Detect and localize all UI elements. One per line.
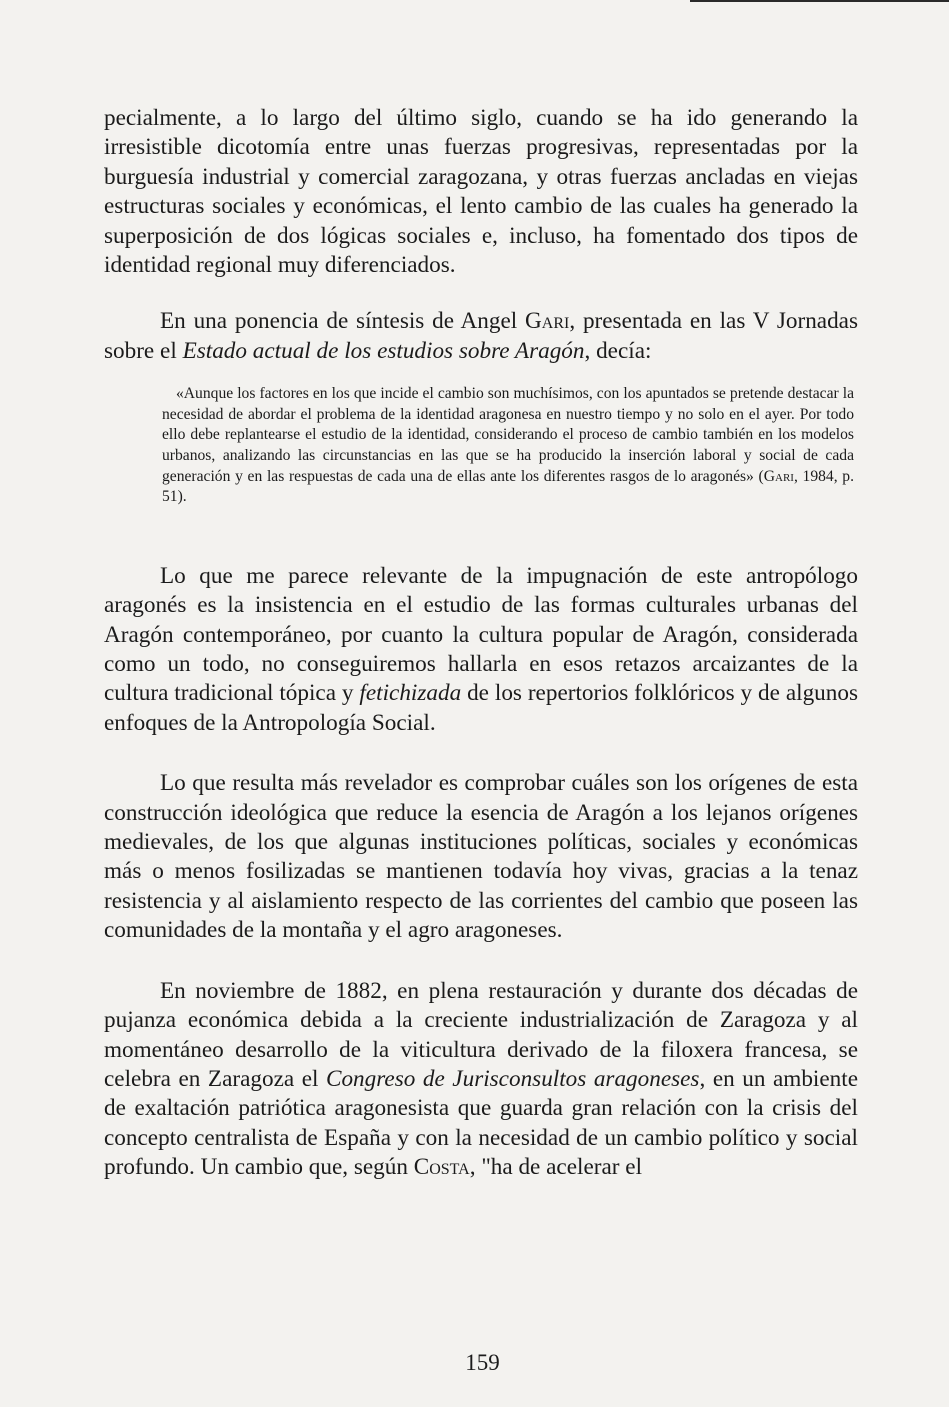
author-name: Costa: [413, 1154, 470, 1181]
paragraph-text: En noviembre de 1882, en plena restauración y durante dos décadas de pujanza económica debida a la creciente industrialización de Zaragoza y al momentáneo desarrollo de la viticultura derivado de la filoxera francesa, se celebra en Zaragoza el: [104, 977, 858, 1092]
paragraph-text: , en un ambiente de exaltación patriótica aragonesista que guarda gran relación con la crisis del concepto centralista de España y con la necesidad de un cambio político y social profundo. Un cambio que, según: [104, 1065, 858, 1181]
paragraph-text: Lo que me parece relevante de la impugnación de este antropólogo aragonés es la insistencia en el estudio de las formas culturales urbanas del Aragón contemporáneo, por cuanto la cultura popular de Aragón, considerada como un todo, no conseguiremos hallarla en esos retazos arcaizantes de la cultura tradicional tópica y: [104, 562, 858, 707]
page-body: [104, 104, 858, 1183]
block-quote: [162, 384, 854, 508]
paragraph-origenes: [104, 769, 858, 945]
paragraph-text: , presentada en las V Jornadas sobre el: [104, 308, 858, 364]
paragraph-text: En una ponencia de síntesis de Angel: [160, 308, 526, 335]
paragraph-text: , decía:: [584, 337, 652, 364]
paragraph-congreso: [104, 977, 858, 1183]
top-edge-rule: [690, 0, 949, 2]
quote-citation: , 1984, p. 51).: [162, 467, 854, 506]
quote-text: [162, 384, 854, 508]
quote-author: Gari: [763, 467, 794, 485]
work-title: Estado actual de los estudios sobre Aragón: [182, 337, 585, 364]
paragraph-text: Lo que resulta más revelador es comprobar cuáles son los orígenes de esta construcción ideológica que reduce la esencia de Aragón a los lejanos orígenes medievales, de los que algunas instituciones políticas, sociales y económicas más o menos fosilizadas se mantienen todavía hoy vivas, gracias a la tenaz resistencia y al aislamiento respecto de las corrientes del cambio que poseen las comunidades de la montaña y el agro aragoneses.: [104, 770, 858, 944]
page-number: 159: [465, 1350, 500, 1375]
work-title: Congreso de Jurisconsultos aragoneses: [326, 1065, 700, 1092]
paragraph-text: de los repertorios folklóricos y de algunos enfoques de la Antropología Social.: [104, 680, 858, 736]
paragraph-continuation: [104, 104, 858, 280]
paragraph-impugnacion: [104, 562, 858, 738]
paragraph-text: pecialmente, a lo largo del último siglo, cuando se ha ido generando la irresistible dicotomía entre unas fuerzas progresivas, representadas por la burguesía industrial y comercial zaragozana, y otras fuerzas ancladas en viejas estructuras sociales y económicas, el lento cambio de las cuales ha generado la superposición de dos lógicas sociales e, incluso, ha fomentado dos tipos de identidad regional muy diferenciados.: [104, 105, 858, 279]
emphasis-word: fetichizada: [359, 680, 462, 707]
paragraph-text: , "ha de acelerar el: [469, 1154, 643, 1181]
author-name: Gari: [525, 308, 570, 335]
paragraph-gari-presentation: [104, 307, 858, 366]
quote-body: «Aunque los factores en los que incide el cambio son muchísimos, con los apuntados se pretende destacar la necesidad de abordar el problema de la identidad aragonesa en nuestro tiempo y no solo en el ayer. Por todo ello debe replantearse el estudio de la identidad, considerando el proceso de cambio también en los modelos urbanos, analizando las circunstancias en las que se ha producido la inserción laboral y social de cada generación y en las respuestas de cada una de ellas ante los diferentes rasgos de lo aragonés» (: [162, 385, 854, 485]
